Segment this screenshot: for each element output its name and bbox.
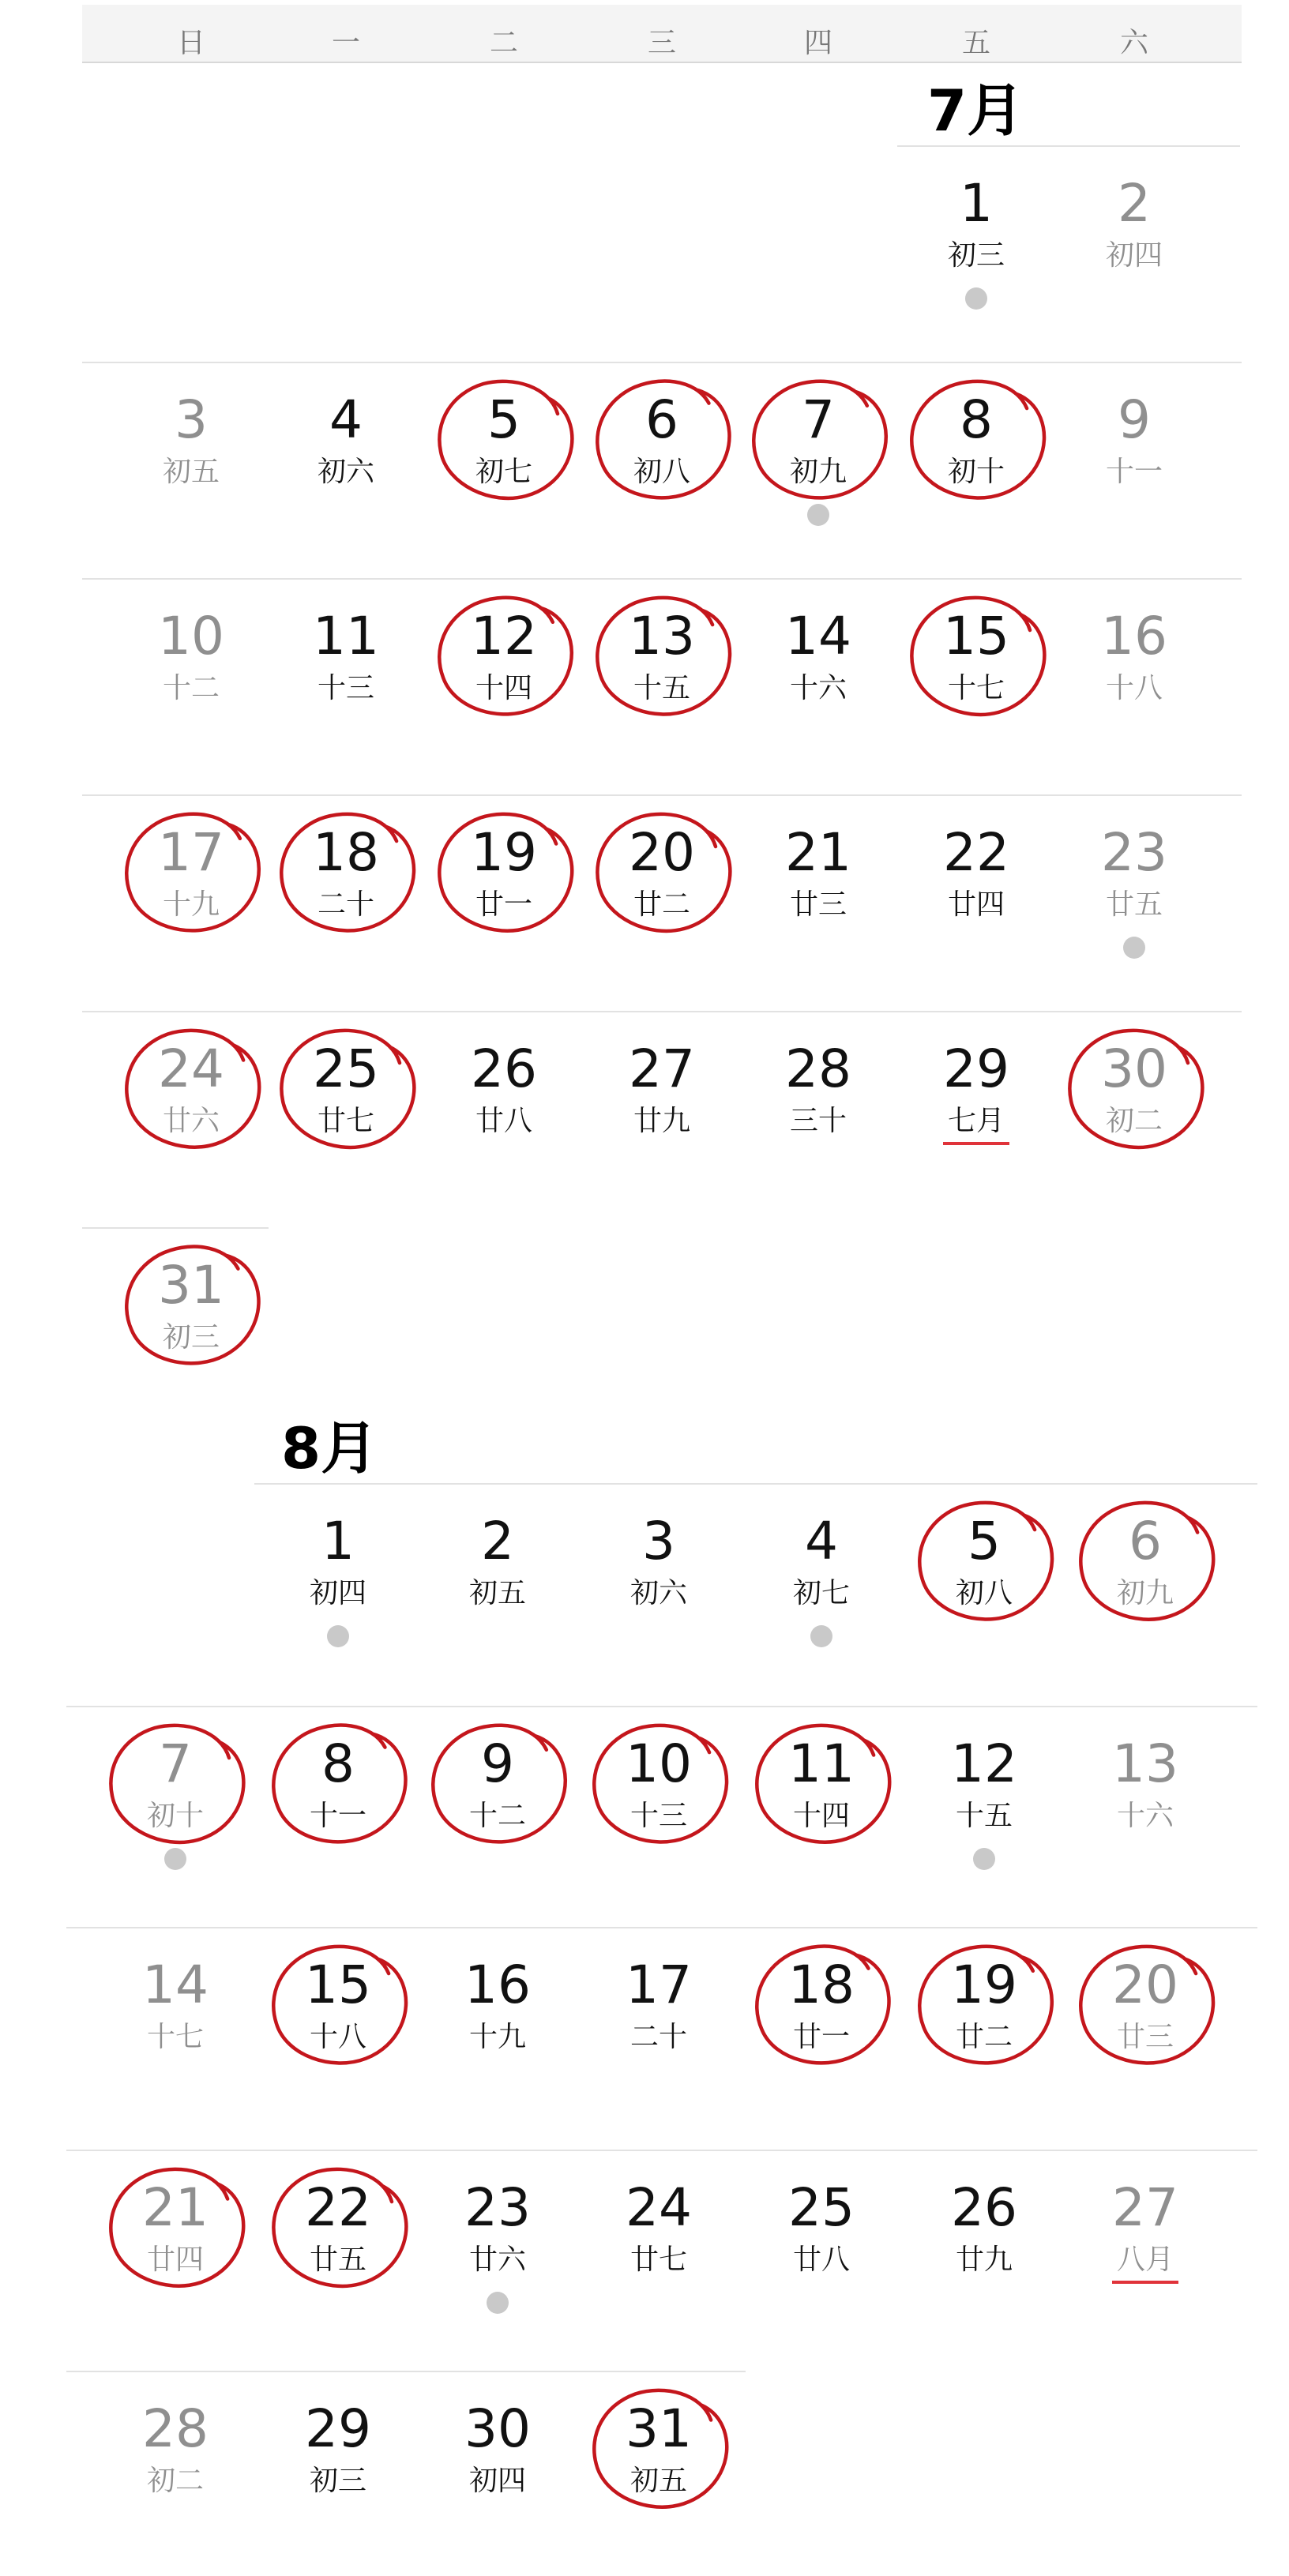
lunar-date: 三十 xyxy=(789,1105,847,1137)
lunar-date: 廿八 xyxy=(792,2244,850,2276)
day-number: 25 xyxy=(788,2177,855,2238)
lunar-month-start-underline xyxy=(1112,2281,1178,2284)
month-title: 8月 xyxy=(281,1415,378,1481)
lunar-date: 初四 xyxy=(1105,239,1163,272)
day-cell[interactable] xyxy=(96,2150,254,2323)
lunar-date: 初五 xyxy=(162,456,220,488)
weekday-header xyxy=(82,5,1242,63)
day-cell[interactable] xyxy=(897,794,1055,968)
lunar-date: 十一 xyxy=(309,1800,366,1832)
day-cell[interactable] xyxy=(583,794,741,968)
weekday-label: 一 xyxy=(331,27,360,59)
day-number: 3 xyxy=(175,389,208,450)
day-number: 12 xyxy=(951,1733,1017,1794)
lunar-date: 初十 xyxy=(146,1800,204,1832)
day-number: 5 xyxy=(487,389,520,450)
day-cell[interactable] xyxy=(1066,1927,1224,2101)
lunar-date: 廿一 xyxy=(792,2021,850,2053)
day-cell[interactable] xyxy=(742,1706,900,1879)
day-number: 14 xyxy=(785,606,851,667)
event-dot-icon xyxy=(965,287,987,310)
weekday-label: 五 xyxy=(961,27,990,59)
day-number: 28 xyxy=(142,2398,209,2459)
lunar-date: 廿二 xyxy=(955,2021,1013,2053)
day-number: 10 xyxy=(158,606,224,667)
day-cell[interactable] xyxy=(583,1011,741,1185)
day-cell[interactable] xyxy=(583,362,741,535)
day-number: 8 xyxy=(321,1733,355,1794)
day-number: 7 xyxy=(159,1733,192,1794)
lunar-date: 十二 xyxy=(468,1800,526,1832)
day-cell[interactable] xyxy=(425,362,583,535)
event-dot-icon xyxy=(327,1625,349,1647)
day-cell[interactable] xyxy=(267,1011,425,1185)
lunar-date: 廿九 xyxy=(955,2244,1013,2276)
day-number: 17 xyxy=(158,822,224,883)
lunar-date: 初四 xyxy=(468,2465,526,2497)
day-cell[interactable] xyxy=(905,1483,1063,1657)
lunar-date: 廿四 xyxy=(146,2244,204,2276)
day-number: 26 xyxy=(471,1038,537,1099)
day-number: 23 xyxy=(1101,822,1167,883)
day-number: 18 xyxy=(313,822,379,883)
day-number: 3 xyxy=(642,1511,675,1572)
lunar-date: 初五 xyxy=(468,1577,526,1609)
day-number: 9 xyxy=(1118,389,1151,450)
day-number: 13 xyxy=(629,606,695,667)
day-cell[interactable] xyxy=(897,578,1055,752)
day-cell[interactable] xyxy=(112,362,270,535)
day-cell[interactable] xyxy=(259,1927,417,2101)
lunar-date: 初九 xyxy=(789,456,847,488)
weekday-label: 六 xyxy=(1119,27,1148,59)
day-number: 31 xyxy=(626,2398,692,2459)
day-cell[interactable] xyxy=(739,578,897,752)
event-dot-icon xyxy=(973,1848,995,1870)
day-cell[interactable] xyxy=(742,1483,900,1657)
day-cell[interactable] xyxy=(419,1927,577,2101)
lunar-date: 初八 xyxy=(633,456,690,488)
lunar-date: 初八 xyxy=(955,1577,1013,1609)
lunar-date: 初七 xyxy=(475,456,532,488)
day-number: 27 xyxy=(629,1038,695,1099)
day-cell[interactable] xyxy=(112,1227,270,1401)
day-cell[interactable] xyxy=(259,2150,417,2323)
day-cell[interactable] xyxy=(583,578,741,752)
lunar-date: 十五 xyxy=(633,672,690,704)
event-dot-icon xyxy=(1123,937,1145,959)
day-cell[interactable] xyxy=(112,794,270,968)
lunar-date: 十三 xyxy=(629,1800,687,1832)
lunar-date: 十九 xyxy=(468,2021,526,2053)
day-number: 2 xyxy=(1118,173,1151,234)
lunar-date: 十一 xyxy=(1105,456,1163,488)
day-cell[interactable] xyxy=(580,1927,738,2101)
day-number: 9 xyxy=(481,1733,514,1794)
day-number: 2 xyxy=(481,1511,514,1572)
day-number: 12 xyxy=(471,606,537,667)
day-number: 14 xyxy=(142,1955,209,2015)
lunar-date: 廿六 xyxy=(162,1105,220,1137)
day-cell[interactable] xyxy=(267,794,425,968)
lunar-date: 初十 xyxy=(947,456,1005,488)
lunar-date: 十四 xyxy=(792,1800,850,1832)
lunar-date: 廿五 xyxy=(1105,888,1163,921)
day-cell[interactable] xyxy=(259,1706,417,1879)
day-number: 30 xyxy=(1101,1038,1167,1099)
day-cell[interactable] xyxy=(425,1011,583,1185)
lunar-date: 初三 xyxy=(947,239,1005,272)
day-number: 4 xyxy=(805,1511,838,1572)
lunar-date: 十二 xyxy=(162,672,220,704)
day-number: 22 xyxy=(305,2177,371,2238)
day-cell[interactable] xyxy=(259,1483,417,1657)
day-cell[interactable] xyxy=(96,1927,254,2101)
day-number: 6 xyxy=(1129,1511,1162,1572)
lunar-date: 十七 xyxy=(146,2021,204,2053)
lunar-date: 七月 xyxy=(947,1105,1005,1137)
weekday-label: 二 xyxy=(489,27,518,59)
day-number: 16 xyxy=(1101,606,1167,667)
day-number: 22 xyxy=(943,822,1009,883)
lunar-date: 初二 xyxy=(1105,1105,1163,1137)
lunar-date: 十四 xyxy=(475,672,532,704)
month-title: 7月 xyxy=(927,77,1024,144)
day-cell[interactable] xyxy=(1055,145,1213,319)
day-number: 24 xyxy=(158,1038,224,1099)
day-number: 30 xyxy=(464,2398,531,2459)
lunar-date: 廿七 xyxy=(629,2244,687,2276)
day-number: 21 xyxy=(142,2177,209,2238)
lunar-date: 廿九 xyxy=(633,1105,690,1137)
day-cell[interactable] xyxy=(1055,362,1213,535)
day-number: 16 xyxy=(464,1955,531,2015)
lunar-date: 廿三 xyxy=(789,888,847,921)
lunar-date: 廿七 xyxy=(317,1105,374,1137)
day-cell[interactable] xyxy=(96,2371,254,2544)
day-cell[interactable] xyxy=(580,2150,738,2323)
event-dot-icon xyxy=(810,1625,832,1647)
day-cell[interactable] xyxy=(1066,1706,1224,1879)
day-cell[interactable] xyxy=(905,2150,1063,2323)
day-number: 15 xyxy=(305,1955,371,2015)
lunar-date: 初三 xyxy=(309,2465,366,2497)
lunar-date: 二十 xyxy=(629,2021,687,2053)
lunar-date: 十九 xyxy=(162,888,220,921)
day-number: 1 xyxy=(960,173,993,234)
lunar-date: 初七 xyxy=(792,1577,850,1609)
day-number: 19 xyxy=(471,822,537,883)
lunar-date: 初六 xyxy=(317,456,374,488)
lunar-date: 初五 xyxy=(629,2465,687,2497)
lunar-date: 十八 xyxy=(1105,672,1163,704)
lunar-date: 二十 xyxy=(317,888,374,921)
lunar-date: 廿二 xyxy=(633,888,690,921)
lunar-date: 十五 xyxy=(955,1800,1013,1832)
day-number: 24 xyxy=(626,2177,692,2238)
day-number: 4 xyxy=(329,389,363,450)
day-cell[interactable] xyxy=(259,2371,417,2544)
lunar-date: 初二 xyxy=(146,2465,204,2497)
day-cell[interactable] xyxy=(425,794,583,968)
day-cell[interactable] xyxy=(425,578,583,752)
day-number: 11 xyxy=(313,606,379,667)
day-number: 20 xyxy=(1112,1955,1178,2015)
day-cell[interactable] xyxy=(1066,1483,1224,1657)
day-cell[interactable] xyxy=(1055,794,1213,968)
day-number: 29 xyxy=(943,1038,1009,1099)
day-number: 6 xyxy=(645,389,678,450)
lunar-date: 廿三 xyxy=(1116,2021,1174,2053)
day-number: 10 xyxy=(626,1733,692,1794)
event-dot-icon xyxy=(164,1848,186,1870)
event-dot-icon xyxy=(807,504,829,526)
day-cell[interactable] xyxy=(1055,578,1213,752)
day-number: 17 xyxy=(626,1955,692,2015)
lunar-date: 八月 xyxy=(1116,2244,1174,2276)
lunar-date: 廿八 xyxy=(475,1105,532,1137)
day-number: 25 xyxy=(313,1038,379,1099)
day-cell[interactable] xyxy=(419,1706,577,1879)
day-number: 23 xyxy=(464,2177,531,2238)
lunar-date: 初九 xyxy=(1116,1577,1174,1609)
lunar-month-start-underline xyxy=(943,1142,1009,1145)
day-number: 13 xyxy=(1112,1733,1178,1794)
day-cell[interactable] xyxy=(112,1011,270,1185)
day-cell[interactable] xyxy=(742,1927,900,2101)
day-number: 5 xyxy=(968,1511,1001,1572)
day-cell[interactable] xyxy=(419,2371,577,2544)
day-cell[interactable] xyxy=(112,578,270,752)
lunar-date: 初六 xyxy=(629,1577,687,1609)
lunar-date: 廿六 xyxy=(468,2244,526,2276)
lunar-date: 廿五 xyxy=(309,2244,366,2276)
weekday-label: 三 xyxy=(647,27,676,59)
lunar-date: 初四 xyxy=(309,1577,366,1609)
day-cell[interactable] xyxy=(905,1706,1063,1879)
day-cell[interactable] xyxy=(419,1483,577,1657)
day-cell[interactable] xyxy=(267,362,425,535)
weekday-label: 四 xyxy=(803,27,832,59)
lunar-date: 十七 xyxy=(947,672,1005,704)
day-number: 29 xyxy=(305,2398,371,2459)
lunar-date: 廿一 xyxy=(475,888,532,921)
day-cell[interactable] xyxy=(739,362,897,535)
day-number: 18 xyxy=(788,1955,855,2015)
event-dot-icon xyxy=(487,2292,509,2314)
lunar-date: 廿四 xyxy=(947,888,1005,921)
day-cell[interactable] xyxy=(739,794,897,968)
day-cell[interactable] xyxy=(267,578,425,752)
day-cell[interactable] xyxy=(580,1706,738,1879)
day-cell[interactable] xyxy=(419,2150,577,2323)
lunar-date: 十三 xyxy=(317,672,374,704)
weekday-label: 日 xyxy=(176,27,205,59)
lunar-date: 初三 xyxy=(162,1321,220,1354)
day-cell[interactable] xyxy=(739,1011,897,1185)
lunar-date: 十六 xyxy=(789,672,847,704)
day-number: 7 xyxy=(802,389,835,450)
day-cell[interactable] xyxy=(580,1483,738,1657)
day-number: 28 xyxy=(785,1038,851,1099)
day-cell[interactable] xyxy=(1066,2150,1224,2323)
day-cell[interactable] xyxy=(96,1706,254,1879)
day-number: 31 xyxy=(158,1255,224,1316)
lunar-date: 十八 xyxy=(309,2021,366,2053)
day-cell[interactable] xyxy=(742,2150,900,2323)
day-number: 8 xyxy=(960,389,993,450)
day-number: 1 xyxy=(321,1511,355,1572)
lunar-date: 十六 xyxy=(1116,1800,1174,1832)
day-cell[interactable] xyxy=(580,2371,738,2544)
day-number: 21 xyxy=(785,822,851,883)
day-number: 27 xyxy=(1112,2177,1178,2238)
day-cell[interactable] xyxy=(897,362,1055,535)
day-number: 15 xyxy=(943,606,1009,667)
day-cell[interactable] xyxy=(897,145,1055,319)
day-number: 11 xyxy=(788,1733,855,1794)
day-number: 20 xyxy=(629,822,695,883)
day-number: 19 xyxy=(951,1955,1017,2015)
day-number: 26 xyxy=(951,2177,1017,2238)
day-cell[interactable] xyxy=(905,1927,1063,2101)
day-cell[interactable] xyxy=(897,1011,1055,1185)
day-cell[interactable] xyxy=(1055,1011,1213,1185)
